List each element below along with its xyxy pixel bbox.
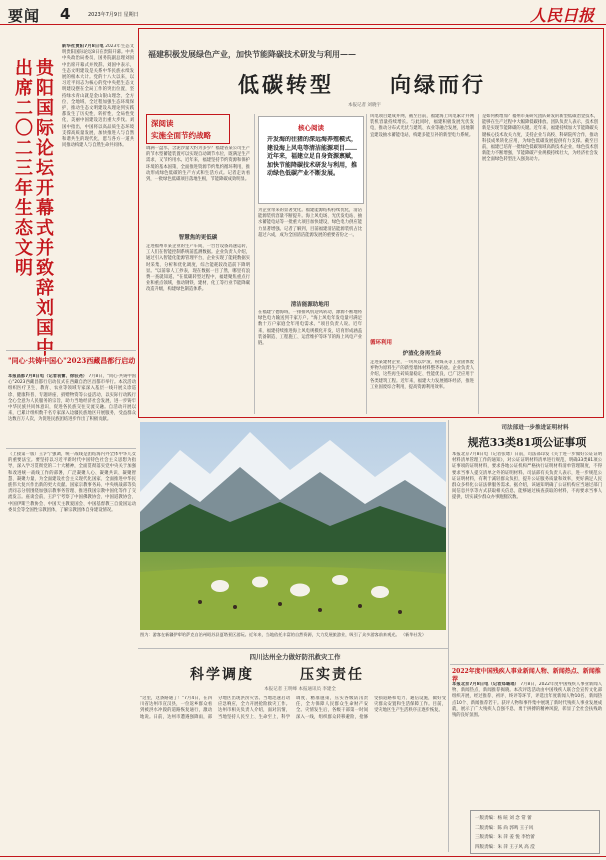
right-article1-kicker: 司法部进一步推进证明材料 xyxy=(501,425,569,431)
left-article2-title: "同心·共铸中国心"2023西藏昌都行启动 xyxy=(8,356,136,365)
feature-bylines: 本报记者 刘晓宇 xyxy=(348,103,381,108)
editor-line: 二版责编：陈 尚 郭鸣 王子风 xyxy=(475,825,534,831)
photo-caption xyxy=(140,632,446,646)
editor-line: 三版责编：朱 萍 姜 悦 李怡蕾 xyxy=(475,835,535,840)
editor-line: 一版责编：杨 暄 刘 念 常 蕾 xyxy=(475,816,532,821)
bottom-article-body: "这里，这条路通了！"7月4日，在四川省达州市宣汉县，一位返乡群众看到被洪水冲毁的道路恢复通行，激动地说。日前，达州市遭遇强降雨，部分地区出现洪涝灾害。当地迅速启动应急响应，全力开展抢险救灾工作。达州市相关负责人介绍，面对汛情，当地坚持人民至上、生命至上，科学调度、精准施策，压实各级防汛责任，全力保障人民群众生命财产安全。灾情发生后，各级干部第一时间深入一线，组织群众转移避险，抢修受损道路和电力、通信设施，做好受灾群众安置和生活保障工作。目前，受灾地区生产生活秩序正逐步恢复。 xyxy=(140,696,446,720)
right-article2-byline: 本报北京7月8日电（记者郑璐瑶） xyxy=(452,682,519,687)
issue-date: 2023年7月9日 星期日 xyxy=(88,12,139,18)
bottom-article-title-part1: 科学调度 xyxy=(190,667,254,683)
feature-title-part2: 向绿而行 xyxy=(390,72,486,97)
photo-caption-text: 图为：游客在新疆伊犁哈萨克自治州昭苏县夏塔景区游玩。近年来，当地依托丰富的自然资源，大力发展旅游业，吸引了众多游客前来观光。 xyxy=(140,632,400,637)
feature-kicker: 福建积极发展绿色产业，加快节能降碳技术研发与利用—— xyxy=(148,49,356,59)
feature-col2-body: 为企业带来的显著变化。福建能源结构持续优化，清洁能源装机容量不断提升。海上风电场、光伏发电站、抽水蓄能电站等一批重大项目加快建设，绿色电力供应能力显著增强。记者了解到，目前福建清洁能源装机占比超过六成，成为全国清洁能源发展的重要省份之一。 xyxy=(258,208,362,238)
left-article2-text: 7月8日，"同心·共铸中国心"2023西藏昌都行启动仪式在西藏自治区昌都市举行。本次活动组织医疗卫生、教育、农业等领域专家深入基层一线开展义诊巡诊、健康科普、专题讲座、捐赠物资等公益活动，以实际行动践行全心全意为人民服务的宗旨，助力当地经济社会发展，进一步铸牢中华民族共同体意识，促进各民族交往交流交融。自活动开展以来，已累计组织数千名专家深入边疆民族地区开展服务，受益群众达数百万人次，为促进民族团结进步作出了积极贡献。 xyxy=(8,374,136,423)
editors-box xyxy=(470,810,600,854)
section1-head-box xyxy=(146,114,230,144)
right-article2-text: 7月8日，2022年度中国残疾人事业新闻人物、新闻热点、新闻推荐揭晓。本次评选活动由中国残疾人联合会宣传文化部组织开展，经过推荐、初评、终评等环节，评选出年度新闻人物10名、新闻热点10个、新闻推荐若干。获评人物和事件集中展现了新时代残疾人事业发展成就，展示了广大残疾人自强不息、勇于拼搏的精神风貌，彰显了全社会扶残助残的良好氛围。 xyxy=(452,682,602,719)
right-article1-body: 本报北京7月8日电（记者张璁）日前，司法部印发《关于进一步做好公证证明材料清单管理工作的通知》，对公证证明材料清单进行规范，明确33类81项公证事项的证明材料，要求各地公证机构严格执行证明材料清单管理制度，不得要求当事人提交清单之外的证明材料。司法部有关负责人表示，进一步规范公证证明材料，有利于减轻群众负担，提升公证服务质量和效率，更好满足人民群众多样化公证法律服务需求。据介绍，该通知明确了公证机构应当通过部门间信息共享等方式获取相关信息，能够通过核查获取的材料，不再要求当事人提供，切实减少群众办事跑腿次数。 xyxy=(452,452,602,501)
core-reading-text: 开发海的往猪的深远海养殖模式，建设海上风电等清洁能源项目……近年来，福建立足自身资源禀赋，加快节能降碳技术研发与利用，推动绿色低碳产业不断发展。 xyxy=(267,136,357,178)
sub2-title: 清洁能源助地用 xyxy=(290,302,330,308)
newspaper-logo: 人民日报 xyxy=(530,6,595,25)
photo-credit: （新华社发） xyxy=(400,632,427,637)
right-article1-title: 规范33类81项公证事项 xyxy=(467,436,587,449)
sub3-subtitle: 炉渣化身再生砖 xyxy=(402,351,442,357)
section1-body: 调满一盘水，含泥沙量大约为多少？福建省某公司生产的节水型蓄能装置可以实现自动调节水位，既满足生产需求，又节约用水。近年来，福建坚持节约资源和保护环境的基本国策，全面推进资源节约集约循环利用，推动形成绿色低碳的生产方式和生活方式。记者走访看到，一批绿色低碳项目落地生根，节能降碳成效明显。 xyxy=(146,146,250,183)
editor-line: 四版责编：朱 萍 王子风 高 滢 xyxy=(475,844,535,850)
section1-title: 实施全面节约战略 xyxy=(151,131,211,140)
right-article2-title: 2022年度中国残疾人事业新闻人物、新闻热点、新闻推荐 xyxy=(452,668,601,683)
header-rule xyxy=(0,24,606,25)
core-reading-title: 核心阅读 xyxy=(298,124,324,132)
sub3-body: 走进某建材企业，一块块以炉渣、粉煤灰等工业固体废弃物为原料生产的新型墙体材料整齐码放。企业负责人介绍，这些再生砖质量稳定、性能优良，已广泛应用于各类建筑工程。近年来，福建大力发展循环经济，推进工业固废综合利用，提高资源利用效率。 xyxy=(370,360,474,390)
mountain-meadow-image xyxy=(140,422,446,630)
sub1-title: 智慧焦的更低碳 xyxy=(178,235,218,241)
left-article3-body: （上接第一版）王沪宁强调，统一战线是团结海内外全体中华儿女的重要法宝。要坚持以习近平新时代中国特色社会主义思想为指导，深入学习贯彻党的二十大精神，全面贯彻落实党中央关于加强和改进统一战线工作的部署，广泛凝聚人心、凝聚共识、凝聚智慧、凝聚力量，为全面建设社会主义现代化国家、全面推进中华民族伟大复兴作出新的更大贡献。国家宗教事务局、中央统战部等负责同志分别围绕加强宗教事务管理、推进我国宗教中国化等作了交流发言。座谈会前，王沪宁考察了中国佛教协会、中国道教协会、中国伊斯兰教协会、中国天主教爱国会、中国基督教三自爱国运动委员会等全国性宗教团体，了解宗教团体自身建设情况。 xyxy=(8,452,136,513)
feature-col4-body: 是如何被增加？福州市某研究团队研发的新型低碳冶金技术，能够在生产过程中大幅降低碳排放。团队负责人表示，技术创新是实现节能降碳的关键。近年来，福建持续加大节能降碳关键核心技术攻关力度，支持企业与高校、科研院所合作，推动科技成果转化应用，为绿色低碳发展提供有力支撑。截至目前，福建已培育一批绿色低碳领域高新技术企业，绿色技术创新能力不断增强，节能降碳产业规模持续壮大，为经济社会发展全面绿色转型注入强劲动力。 xyxy=(482,114,598,163)
landscape-photo xyxy=(140,422,446,630)
bottom-article-title-part2: 压实责任 xyxy=(300,667,364,683)
sub1-body: 走进福州市某企业的生产车间，一台台设备高速运转，工人们在智能控制系统前监测数据。企业负责人介绍，通过引入智能化能源管理平台，企业实现了能耗数据实时采集、分析和优化调度，综合能耗较改造前下降明显。"以前靠人工抄表，现在数据一目了然，哪里有浪费一查就知道。"在低碳转型过程中，福建聚焦重点行业和重点领域，推动钢铁、建材、化工等行业节能降碳改造升级，构建绿色制造体系。 xyxy=(146,244,250,293)
sub3-title: 循环利用 xyxy=(370,340,393,346)
bottom-article-bylines: 本报记者 王明峰 本报通讯员 李建全 xyxy=(264,687,336,692)
left-article-text: 2023年生态文明贵阳国际论坛8日在贵阳开幕。中共中央政治局委员、国务院副总理刘国中出席开幕式并致辞。刘国中表示，生态文明建设是关系中华民族永续发展的根本大计。党的十八大以来，以习近平同志为核心的党中央把生态文明建设摆在全局工作的突出位置，坚持绿水青山就是金山银山理念，全方位、全地域、全过程加强生态环境保护，推动生态文明建设从理论到实践都发生了历史性、转折性、全局性变化，美丽中国建设迈出重大步伐。刘国中指出，中国将以高品质生态环境支撑高质量发展，加快推进人与自然和谐共生的现代化，愿与各方一道共同推动构建人与自然生命共同体。 xyxy=(62,44,134,149)
left-article2-byline: 本报昌都7月8日电（记者袁蕾、徐驭尧） xyxy=(8,374,88,379)
core-reading-box xyxy=(258,116,364,204)
feature-col3-body: 风电项目建成并网，截至目前，福建海上风电累计并网装机容量持续增长。与此同时，福建积极发展光伏发电，推动分布式光伏与建筑、农业等融合发展，因地制宜建设抽水蓄能电站，构建多能互补的新型电力系统。 xyxy=(370,114,474,138)
left-headline: 贵阳国际论坛开幕式并致辞刘国中出席二〇二三年生态文明 xyxy=(12,58,54,358)
right-article2-body xyxy=(452,682,602,802)
feature-title-part1: 低碳转型 xyxy=(238,72,334,97)
left-article-byline: 新华社贵阳7月8日电 xyxy=(62,44,104,49)
left-article2-body xyxy=(8,374,136,444)
page-section-title: 要闻 xyxy=(8,7,41,25)
section1-head: 深阅读 xyxy=(151,119,174,128)
page-number: 4 xyxy=(60,5,71,23)
sub2-body: 在福建宁德海域，一排排风机迎风转动，源源不断地将绿色电力输送到千家万户。"海上风电年发电量可满足数十万户家庭全年用电需求。"项目负责人说。近年来，福建持续推进海上风电规模化开发，培育形成涵盖装备制造、工程施工、运营维护等环节的海上风电产业链。 xyxy=(258,310,362,347)
left-article-body xyxy=(62,44,134,344)
bottom-article-kicker: 四川达州全力做好防汛救灾工作 xyxy=(249,653,341,661)
